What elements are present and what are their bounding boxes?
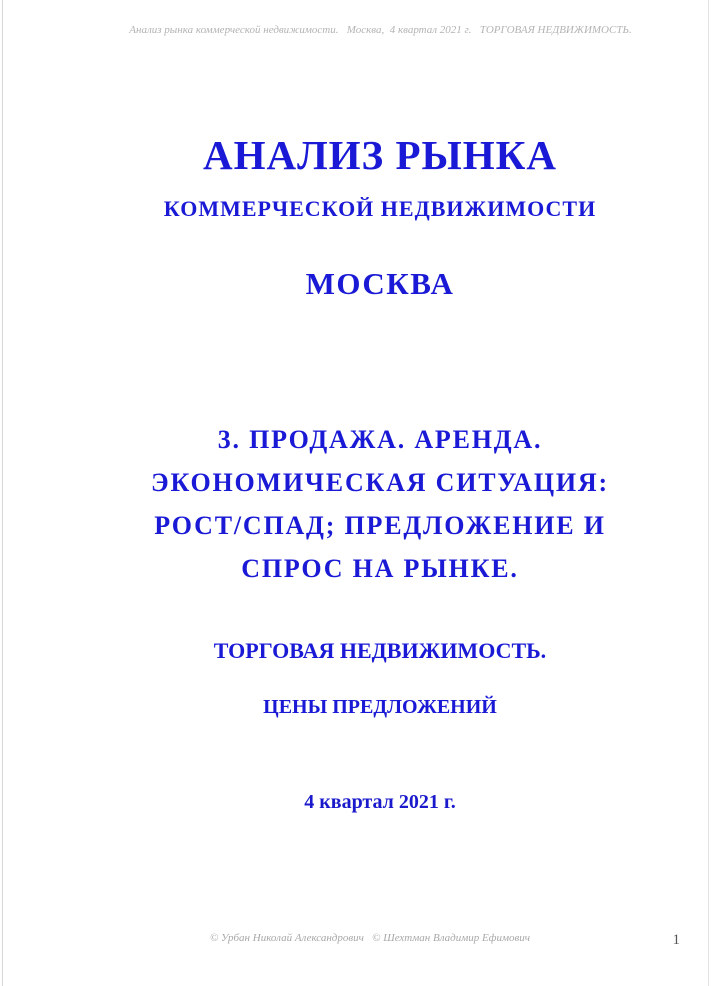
- section-heading: [0, 418, 711, 590]
- section-heading-line: СПРОС НА РЫНКЕ.: [241, 554, 519, 583]
- section-heading-line: ЭКОНОМИЧЕСКАЯ СИТУАЦИЯ:: [151, 468, 609, 497]
- footer-authors: © Урбан Николай Александрович © Шехтман Владимир Ефимович: [209, 932, 531, 944]
- page-number: 1: [672, 932, 680, 948]
- section-heading-line: 3. ПРОДАЖА. АРЕНДА.: [217, 425, 543, 454]
- section-subject: ЦЕНЫ ПРЕДЛОЖЕНИЙ: [263, 696, 497, 718]
- document-city: МОСКВА: [305, 266, 455, 301]
- running-header: Анализ рынка коммерческой недвижимости. Москва, 4 квартал 2021 г. ТОРГОВАЯ НЕДВИЖИМОСТЬ.: [129, 24, 632, 36]
- document-title: АНАЛИЗ РЫНКА: [203, 132, 557, 178]
- section-heading-line: РОСТ/СПАД; ПРЕДЛОЖЕНИЕ И: [154, 511, 606, 540]
- report-period: 4 квартал 2021 г.: [304, 791, 456, 813]
- document-subtitle: КОММЕРЧЕСКОЙ НЕДВИЖИМОСТИ: [163, 196, 597, 221]
- section-category: ТОРГОВАЯ НЕДВИЖИМОСТЬ.: [213, 638, 547, 663]
